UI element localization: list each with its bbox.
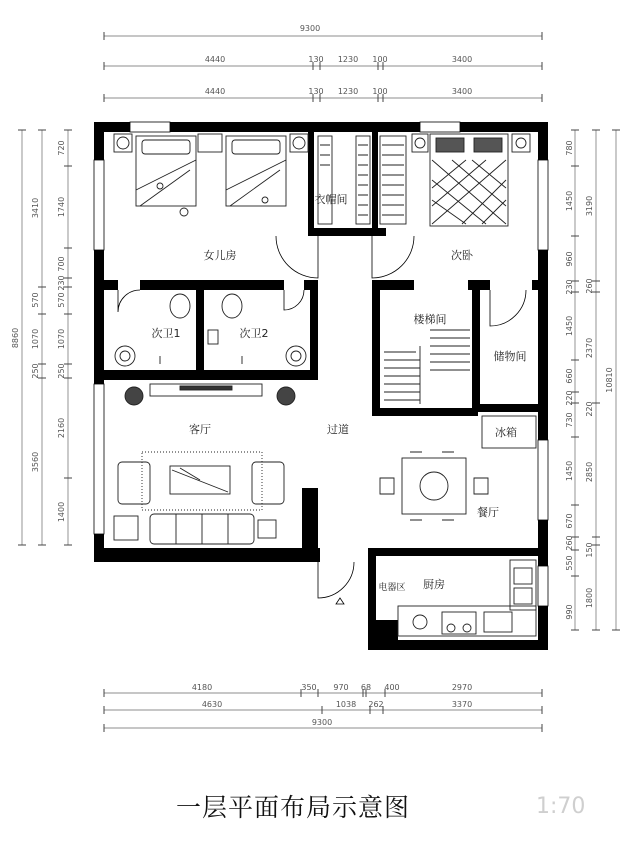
dim-left-inner-4: 230 [57,275,66,291]
dim-left-inner-5: 570 [57,292,66,308]
label-living: 客厅 [189,423,211,436]
label-second-bedroom: 次卧 [451,249,473,262]
dim-bot-r2-1: 4630 [201,700,223,709]
dim-right-inner-13: 990 [565,604,574,620]
dim-right-inner-2: 1450 [565,190,574,212]
dim-right-inner-8: 730 [565,412,574,428]
dim-left-inner-3: 700 [57,256,66,272]
dim-left-inner-9: 1400 [57,501,66,523]
label-bath2: 次卫2 [239,327,269,340]
scale-label: 1:70 [536,794,586,819]
dim-right-inner-11: 260 [565,535,574,551]
dim-right-inner-12: 550 [565,555,574,571]
dim-bot-r2-4: 3370 [451,700,473,709]
dim-left-inner-8: 2160 [57,417,66,439]
dim-left-total: 8860 [11,327,20,349]
dim-top-r3-2: 130 [308,87,324,96]
dim-top-r3-5: 3400 [451,87,473,96]
page-title: 一层平面布局示意图 [176,793,411,822]
dim-top-r2-2: 130 [308,55,324,64]
label-kitchen: 厨房 [423,578,445,591]
label-dining: 餐厅 [477,506,499,519]
dim-left-inner-6: 1070 [57,328,66,350]
label-stairwell: 楼梯间 [413,313,447,326]
label-fridge: 冰箱 [495,426,517,439]
dim-right-outer-2: 260 [585,278,594,294]
dim-right-total: 10810 [605,367,614,393]
dim-right-outer-5: 2850 [585,461,594,483]
dim-bot-total: 9300 [311,718,333,727]
dim-right-inner-10: 670 [565,513,574,529]
dim-left-inner-2: 1740 [57,196,66,218]
dim-bot-r2-3: 262 [368,700,384,709]
dim-right-outer-7: 1800 [585,587,594,609]
dim-bot-r1-5: 400 [384,683,400,692]
dim-left-outer-2: 570 [31,292,40,308]
dim-right-inner-3: 960 [565,251,574,267]
dim-top-r2-3: 1230 [337,55,359,64]
dim-right-inner-4: 230 [565,279,574,295]
dim-bot-r1-6: 2970 [451,683,473,692]
dim-top-r2-4: 100 [372,55,388,64]
dim-bot-r1-1: 4180 [191,683,213,692]
label-storage: 储物间 [493,350,527,363]
label-daughter-room: 女儿房 [203,249,237,262]
dim-top-r2-1: 4440 [204,55,226,64]
label-cloakroom: 衣帽间 [314,193,348,206]
label-appliance: 电器区 [378,583,406,593]
label-bath1: 次卫1 [151,327,181,340]
dim-bot-r2-2: 1038 [335,700,357,709]
dim-top-r2-5: 3400 [451,55,473,64]
dim-top-r3-4: 100 [372,87,388,96]
dim-right-inner-9: 1450 [565,460,574,482]
dim-bot-r1-3: 970 [333,683,349,692]
dim-left-outer-4: 250 [31,363,40,379]
dim-right-inner-7: 220 [565,390,574,406]
dim-right-inner-1: 780 [565,140,574,156]
dim-left-inner-7: 250 [57,363,66,379]
label-corridor: 过道 [327,423,349,436]
dim-left-inner-1: 720 [57,140,66,156]
dim-bot-r1-4: 68 [360,683,372,692]
dim-right-outer-3: 2370 [585,337,594,359]
dim-top-total: 9300 [299,24,321,33]
dim-right-outer-6: 150 [585,542,594,558]
dim-bot-r1-2: 350 [301,683,317,692]
room-labels [152,192,527,593]
dim-left-outer-3: 1070 [31,328,40,350]
dim-left-outer-5: 3560 [31,451,40,473]
dim-left-outer-1: 3410 [31,197,40,219]
dim-right-outer-1: 3190 [585,195,594,217]
dim-right-outer-4: 220 [585,401,594,417]
dim-top-r3-1: 4440 [204,87,226,96]
dim-right-inner-6: 660 [565,368,574,384]
dim-top-r3-3: 1230 [337,87,359,96]
dim-right-inner-5: 1450 [565,315,574,337]
